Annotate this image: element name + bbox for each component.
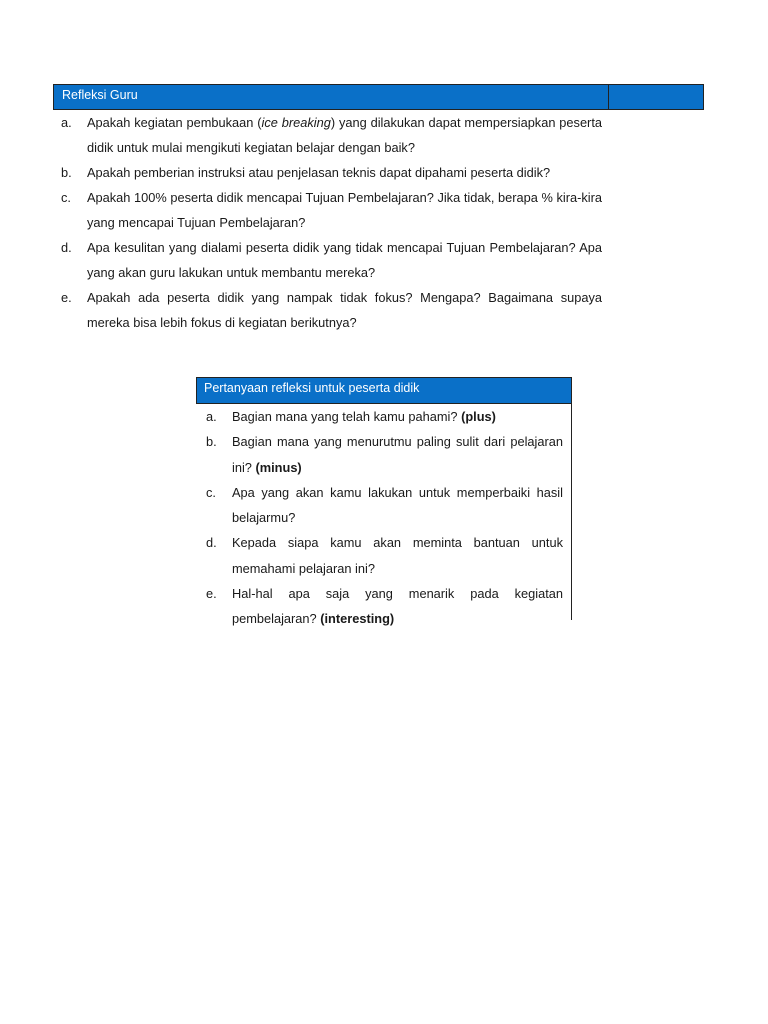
list-marker: c. bbox=[206, 484, 216, 500]
list-marker: c. bbox=[61, 190, 71, 205]
list-item-text: Apa kesulitan yang dialami peserta didik yang tidak mencapai Tujuan Pembelajaran? Apa yang akan guru lakukan untuk membantu mereka? bbox=[87, 240, 602, 280]
teacher-reflection-title: Refleksi Guru bbox=[54, 85, 609, 109]
list-item bbox=[206, 480, 563, 531]
list-item bbox=[206, 530, 563, 581]
list-marker: d. bbox=[206, 535, 217, 551]
list-marker: a. bbox=[206, 409, 217, 424]
list-item-italic-text: ice breaking bbox=[261, 115, 331, 130]
list-marker: b. bbox=[61, 165, 72, 180]
student-reflection-list bbox=[196, 404, 571, 632]
list-item-bold-tag: (minus) bbox=[255, 459, 302, 475]
list-item-text bbox=[232, 429, 563, 480]
list-marker: e. bbox=[206, 586, 217, 602]
list-item-text-main: Apa yang akan kamu lakukan untuk memperbaiki hasil belajarmu? bbox=[232, 484, 563, 526]
list-item-text-start: Apakah kegiatan pembukaan ( bbox=[87, 115, 262, 130]
teacher-reflection-header-empty-cell bbox=[609, 85, 703, 109]
list-item-text-end: ) yang dilakukan dapat mempersiapkan peserta didik untuk mulai mengikuti kegiatan belajar dengan baik? bbox=[87, 115, 602, 155]
list-item-text bbox=[232, 581, 563, 632]
list-item-text bbox=[87, 110, 602, 160]
list-marker: d. bbox=[61, 240, 72, 255]
list-item-text: Apakah pemberian instruksi atau penjelasan teknis dapat dipahami peserta didik? bbox=[87, 165, 551, 180]
list-item-text bbox=[232, 530, 563, 581]
list-marker: e. bbox=[61, 290, 72, 305]
list-item bbox=[61, 160, 602, 185]
list-item bbox=[206, 429, 563, 480]
list-item bbox=[206, 404, 563, 429]
teacher-reflection-table bbox=[53, 84, 704, 330]
student-reflection-table bbox=[196, 377, 572, 627]
list-item-bold-tag: (interesting) bbox=[320, 611, 395, 627]
list-item-text: Apakah ada peserta didik yang nampak tidak fokus? Mengapa? Bagaimana supaya mereka bisa lebih fokus di kegiatan berikutnya? bbox=[87, 290, 602, 330]
list-item-text-main: Kepada siapa kamu akan meminta bantuan untuk memahami pelajaran ini? bbox=[232, 535, 563, 576]
list-item-text-main: Bagian mana yang telah kamu pahami? bbox=[232, 409, 462, 424]
list-item-bold-tag: (plus) bbox=[461, 409, 496, 424]
list-item-text: Apakah 100% peserta didik mencapai Tujuan Pembelajaran? Jika tidak, berapa % kira-kira yang mencapai Tujuan Pembelajaran? bbox=[87, 190, 602, 230]
list-item bbox=[61, 285, 602, 335]
list-marker: a. bbox=[61, 115, 72, 130]
list-item bbox=[206, 581, 563, 632]
list-item bbox=[61, 185, 602, 235]
teacher-reflection-list bbox=[61, 110, 602, 335]
list-item bbox=[61, 235, 602, 285]
student-reflection-title: Pertanyaan refleksi untuk peserta didik bbox=[196, 377, 572, 404]
list-item-text-main: Hal-hal apa saja yang menarik pada kegiatan pembelajaran? bbox=[232, 586, 563, 627]
list-marker: b. bbox=[206, 434, 217, 450]
list-item-text-main: Bagian mana yang menurutmu paling sulit dari pelajaran ini? bbox=[232, 434, 563, 475]
list-item-text bbox=[232, 404, 563, 429]
list-item-text bbox=[232, 480, 563, 531]
teacher-reflection-header bbox=[53, 84, 704, 110]
list-item bbox=[61, 110, 602, 160]
student-reflection-body bbox=[196, 404, 572, 627]
